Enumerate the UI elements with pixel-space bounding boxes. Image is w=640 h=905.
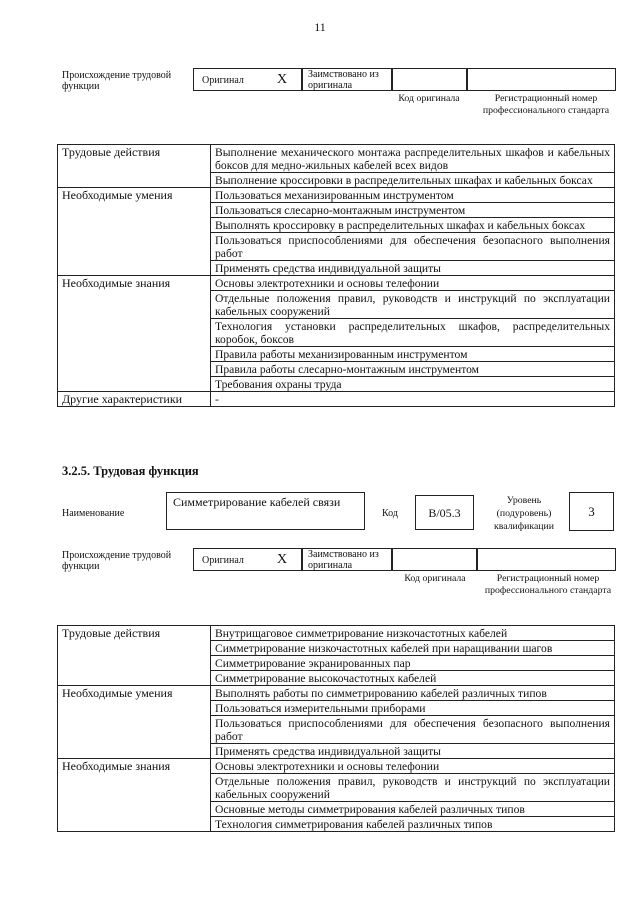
- row-label: Необходимые знания: [58, 759, 211, 832]
- level-value: 3: [588, 504, 595, 519]
- table-row: [58, 188, 615, 203]
- level-value-box: [569, 492, 614, 531]
- table-cell: Основные методы симметрирования кабелей различных типов: [211, 802, 615, 817]
- table-cell: Правила работы механизированным инструментом: [211, 347, 615, 362]
- table-cell: Основы электротехники и основы телефонии: [211, 276, 615, 291]
- work-function-table-2: [57, 625, 615, 832]
- code-original-label-2: Код оригинала: [404, 573, 466, 584]
- table-cell: Пользоваться приспособлениями для обеспечения безопасного выполнения работ: [211, 716, 615, 744]
- reg-number-label: Регистрационный номер профессионального стандарта: [482, 93, 610, 116]
- table-cell: Выполнение кроссировки в распределительных шкафах и кабельных боксах: [211, 173, 615, 188]
- table-cell: Технология симметрирования кабелей различных типов: [211, 817, 615, 832]
- original-mark-2: X: [277, 552, 288, 567]
- row-label: Необходимые умения: [58, 686, 211, 759]
- table-cell: Требования охраны труда: [211, 377, 615, 392]
- reg-number-cell: [467, 68, 616, 91]
- row-label: Другие характеристики: [58, 392, 211, 407]
- table-row: [58, 626, 615, 641]
- row-label: Необходимые умения: [58, 188, 211, 276]
- table-cell: Отдельные положения правил, руководств и инструкций по эксплуатации кабельных сооружений: [211, 291, 615, 319]
- work-function-table-1: [57, 144, 615, 407]
- code-value: B/05.3: [428, 506, 461, 520]
- code-original-cell: [392, 68, 467, 91]
- borrowed-cell-2: [302, 548, 392, 571]
- table-cell: Внутрищаговое симметрирование низкочастотных кабелей: [211, 626, 615, 641]
- table-cell: Симметрирование высокочастотных кабелей: [211, 671, 615, 686]
- name-value-box: [166, 492, 365, 530]
- row-label: Необходимые знания: [58, 276, 211, 392]
- table-cell: Выполнять кроссировку в распределительных шкафах и кабельных боксах: [211, 218, 615, 233]
- row-label: Трудовые действия: [58, 145, 211, 188]
- table-cell: Технология установки распределительных шкафов, распределительных коробок, боксов: [211, 319, 615, 347]
- borrowed-label: Заимствовано из оригинала: [308, 69, 379, 91]
- table-cell: Пользоваться приспособлениями для обеспечения безопасного выполнения работ: [211, 233, 615, 261]
- table-cell: Применять средства индивидуальной защиты: [211, 261, 615, 276]
- table-row: [58, 392, 615, 407]
- original-label: Оригинал: [202, 75, 244, 86]
- original-label-2: Оригинал: [202, 555, 244, 566]
- page-number: 11: [314, 20, 326, 34]
- reg-number-cell-2: [477, 548, 616, 571]
- table-cell: Применять средства индивидуальной защиты: [211, 744, 615, 759]
- original-mark: X: [277, 72, 288, 87]
- table-row: [58, 686, 615, 701]
- origin-label: Происхождение трудовой функции: [62, 70, 172, 92]
- borrowed-label-2: Заимствовано из оригинала: [308, 549, 379, 571]
- table-cell: Выполнять работы по симметрированию кабелей различных типов: [211, 686, 615, 701]
- table-cell: Симметрирование низкочастотных кабелей при наращивании шагов: [211, 641, 615, 656]
- name-label: Наименование: [62, 508, 125, 519]
- table-cell: Выполнение механического монтажа распределительных шкафов и кабельных боксов для медно-жильных кабелей всех видов: [211, 145, 615, 173]
- table-cell: Пользоваться слесарно-монтажным инструментом: [211, 203, 615, 218]
- section-heading: 3.2.5. Трудовая функция: [62, 464, 199, 478]
- code-label: Код: [382, 508, 398, 519]
- table-cell: Симметрирование экранированных пар: [211, 656, 615, 671]
- table-row: [58, 145, 615, 173]
- table-cell: Основы электротехники и основы телефонии: [211, 759, 615, 774]
- row-label: Трудовые действия: [58, 626, 211, 686]
- level-label: Уровень (подуровень) квалификации: [493, 495, 555, 532]
- origin-label-2: Происхождение трудовой функции: [62, 550, 172, 572]
- code-original-cell-2: [392, 548, 477, 571]
- table-cell: -: [211, 392, 615, 407]
- name-value: Симметрирование кабелей связи: [173, 495, 341, 509]
- original-cell: [193, 68, 302, 91]
- code-value-box: [415, 495, 474, 530]
- table-cell: Пользоваться механизированным инструментом: [211, 188, 615, 203]
- borrowed-cell: [302, 68, 392, 91]
- original-cell-2: [193, 548, 302, 571]
- reg-number-label-2: Регистрационный номер профессионального стандарта: [484, 573, 612, 596]
- table-row: [58, 276, 615, 291]
- table-row: [58, 759, 615, 774]
- table-cell: Пользоваться измерительными приборами: [211, 701, 615, 716]
- code-original-label: Код оригинала: [398, 93, 460, 104]
- table-cell: Правила работы слесарно-монтажным инструментом: [211, 362, 615, 377]
- table-cell: Отдельные положения правил, руководств и инструкций по эксплуатации кабельных сооружений: [211, 774, 615, 802]
